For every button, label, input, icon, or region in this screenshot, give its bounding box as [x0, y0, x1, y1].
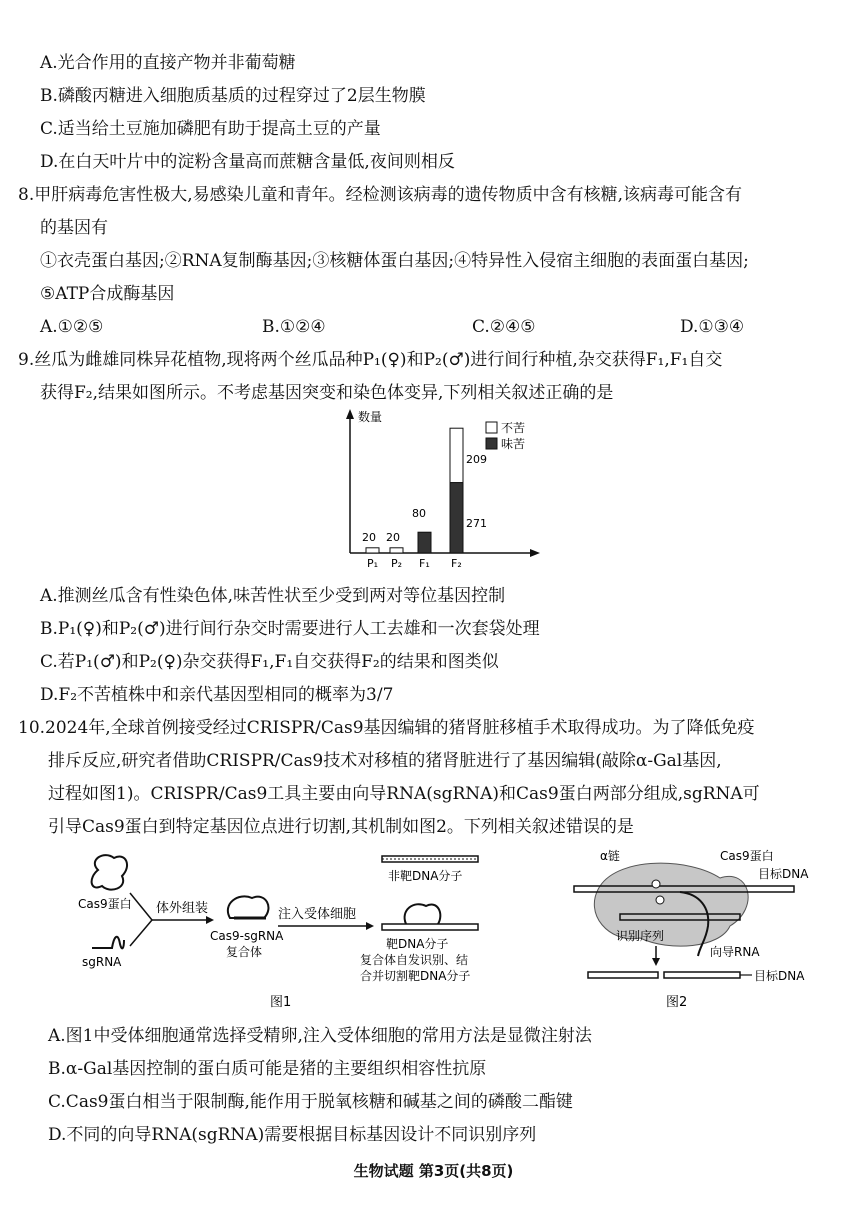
cut-site-2: [656, 896, 664, 904]
q10-option-a: A.图1中受体细胞通常选择受精卵,注入受体细胞的常用方法是显微注射法: [48, 1026, 592, 1046]
legend-swatch-not-bitter: [486, 422, 497, 433]
q9-option-b: B.P₁(♀)和P₂(♂)进行间行杂交时需要进行人工去雄和一次套袋处理: [40, 619, 540, 639]
q9-stem-line2: 获得F₂,结果如图所示。不考虑基因突变和染色体变异,下列相关叙述正确的是: [40, 383, 614, 403]
bar-bitter-3: [450, 483, 463, 553]
legend-swatch-bitter: [486, 438, 497, 449]
q7-option-d: D.在白天叶片中的淀粉含量高而蔗糖含量低,夜间则相反: [40, 152, 455, 172]
q10-option-b: B.α-Gal基因控制的蛋白质可能是猪的主要组织相容性抗原: [48, 1059, 487, 1079]
fig1-desc-line1: 复合体自发识别、结: [360, 953, 469, 967]
q8-option-c: C.②④⑤: [472, 317, 536, 337]
figure-2: [560, 848, 820, 1018]
fig2-cas9-label: Cas9蛋白: [720, 849, 774, 863]
x-tick-label: F₁: [419, 557, 430, 570]
fig1-target-label: 靶DNA分子: [386, 937, 449, 951]
page-footer: 生物试题 第3页(共8页): [353, 1162, 514, 1180]
q10-option-c: C.Cas9蛋白相当于限制酶,能作用于脱氧核糖和碱基之间的磷酸二酯键: [48, 1092, 573, 1112]
q9-option-a: A.推测丝瓜含有性染色体,味苦性状至少受到两对等位基因控制: [40, 586, 506, 606]
figure-1: [70, 848, 510, 1018]
fig2-target-dna-label2: 目标DNA: [754, 969, 805, 983]
q9-option-c: C.若P₁(♂)和P₂(♀)杂交获得F₁,F₁自交获得F₂的结果和图类似: [40, 652, 499, 672]
q10-option-d: D.不同的向导RNA(sgRNA)需要根据目标基因设计不同识别序列: [48, 1125, 537, 1145]
q8-option-d: D.①③④: [680, 317, 745, 337]
q10-stem-line3: 过程如图1)。CRISPR/Cas9工具主要由向导RNA(sgRNA)和Cas9蛋白两部分组成,sgRNA可: [48, 784, 760, 804]
cas9-protein-shape: [92, 855, 127, 890]
fig1-complex-label1: Cas9-sgRNA: [210, 929, 284, 943]
bar-not-bitter-3: [450, 428, 463, 482]
x-tick-label: P₂: [391, 557, 403, 570]
fig2-chain-label: α链: [600, 849, 620, 863]
cut-dna-right: [664, 972, 740, 978]
q7-option-b: B.磷酸丙糖进入细胞质基质的过程穿过了2层生物膜: [40, 86, 426, 106]
fig1-inject-label: 注入受体细胞: [278, 907, 357, 922]
target-dna: [382, 924, 478, 930]
q9-bar-chart: [330, 405, 560, 575]
cut-site-1: [652, 880, 660, 888]
fig1-caption: 图1: [270, 995, 292, 1010]
q10-stem-line4: 引导Cas9蛋白到特定基因位点进行切割,其机制如图2。下列相关叙述错误的是: [48, 817, 634, 837]
q9-stem-line1: 9.丝瓜为雌雄同株异花植物,现将两个丝瓜品种P₁(♀)和P₂(♂)进行间行种植,杂交获得F₁,F₁自交: [18, 350, 723, 370]
q8-option-b: B.①②④: [262, 317, 326, 337]
q8-option-a: A.①②⑤: [40, 317, 104, 337]
complex-shape: [228, 896, 269, 918]
fig2-recog-label: 识别序列: [616, 929, 665, 943]
q8-items-line1: ①衣壳蛋白基因;②RNA复制酶基因;③核糖体蛋白基因;④特异性入侵宿主细胞的表面蛋白基因;: [40, 251, 749, 271]
legend-label-not-bitter: 不苦: [501, 421, 526, 435]
q10-stem-line1: 10.2024年,全球首例接受经过CRISPR/Cas9基因编辑的猪肾脏移植手术取得成功。为了降低免疫: [18, 718, 755, 738]
fig1-sgrna-label: sgRNA: [82, 955, 122, 969]
fig1-desc-line2: 合并切割靶DNA分子: [360, 969, 471, 983]
q7-option-c: C.适当给土豆施加磷肥有助于提高土豆的产量: [40, 119, 381, 139]
q8-stem-line2: 的基因有: [40, 218, 108, 238]
y-axis-label: 数量: [358, 410, 383, 424]
data-label: 271: [466, 517, 487, 530]
bar-not-bitter-0: [366, 548, 379, 553]
x-tick-label: P₁: [367, 557, 379, 570]
q8-items-line2: ⑤ATP合成酶基因: [40, 284, 175, 304]
q10-stem-line2: 排斥反应,研究者借助CRISPR/Cas9技术对移植的猪肾脏进行了基因编辑(敲除α-Gal基因,: [48, 751, 722, 771]
bar-bitter-2: [418, 532, 431, 553]
fig1-complex-label2: 复合体: [226, 945, 263, 959]
fig1-non-target-label: 非靶DNA分子: [388, 869, 463, 883]
data-label: 80: [412, 507, 426, 520]
fig2-target-dna-label: 目标DNA: [758, 867, 809, 881]
fig2-caption: 图2: [666, 995, 688, 1010]
data-label: 20: [386, 531, 400, 544]
x-tick-label: F₂: [451, 557, 462, 570]
q7-option-a: A.光合作用的直接产物并非葡萄糖: [40, 53, 296, 73]
q8-stem-line1: 8.甲肝病毒危害性极大,易感染儿童和青年。经检测该病毒的遗传物质中含有核糖,该病毒可能含有: [18, 185, 743, 205]
cut-dna-left: [588, 972, 658, 978]
fig1-cas9-label: Cas9蛋白: [78, 897, 132, 911]
legend-label-bitter: 味苦: [501, 437, 526, 451]
data-label: 20: [362, 531, 376, 544]
sgrna-shape: [92, 937, 124, 949]
data-label: 209: [466, 453, 487, 466]
x-axis-arrow: [530, 549, 540, 557]
fig1-assemble-label: 体外组装: [156, 901, 209, 916]
y-axis-arrow: [346, 409, 354, 419]
fig2-guide-label: 向导RNA: [710, 945, 760, 959]
bar-not-bitter-1: [390, 548, 403, 553]
q9-option-d: D.F₂不苦植株中和亲代基因型相同的概率为3/7: [40, 685, 394, 705]
